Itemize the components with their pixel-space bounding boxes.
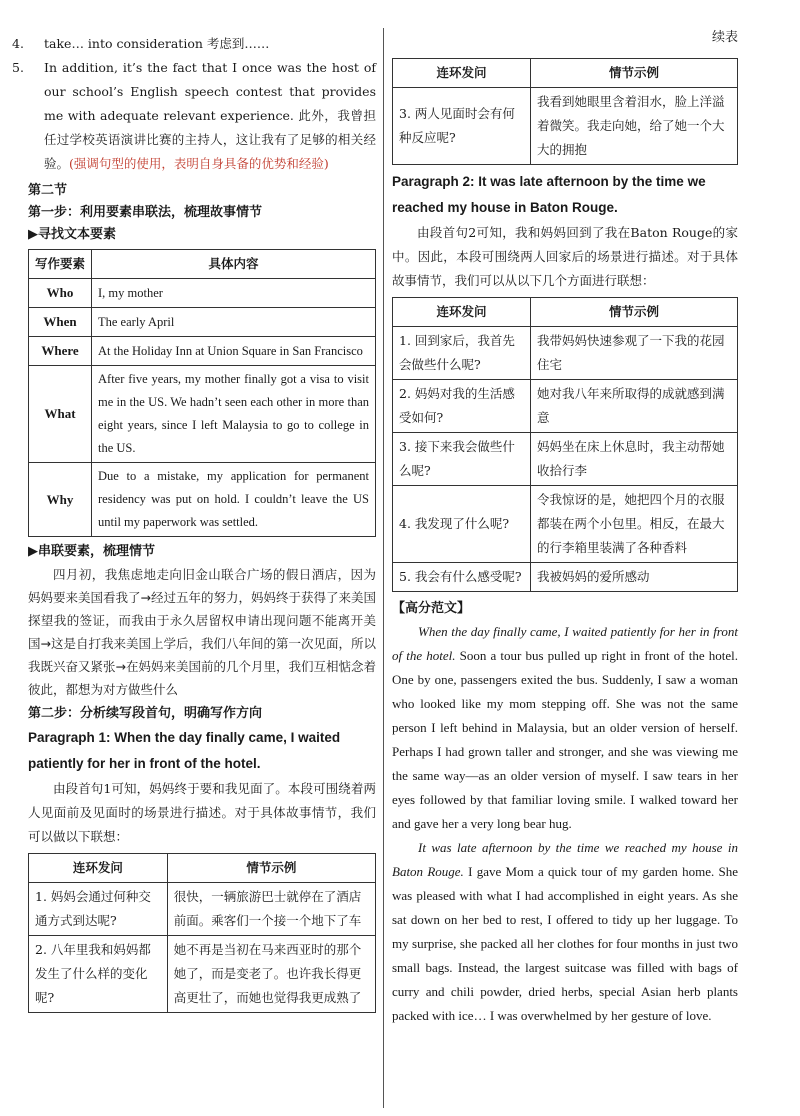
- link-elements-heading: ▶串联要素，梳理情节: [28, 544, 155, 559]
- paragraph1-analysis: 由段首句1可知，妈妈终于要和我见面了。本段可围绕着两人见面前及见面时的场景进行描述。对于具体故事情节，我们可以做以下联想：: [28, 781, 376, 844]
- chain-header-question: 连环发问: [393, 59, 531, 88]
- table-row: 3. 接下来我会做些什么呢? 妈妈坐在床上休息时，我主动帮她收拾行李: [393, 433, 738, 486]
- table-row: What After five years, my mother finally got a visa to visit me in the US. We hadn’t seen each other in more than eight years, since I left Malaysia to go to college in the US.: [29, 366, 376, 463]
- step2-heading: 第二步：分析续写段首句，明确写作方向: [28, 706, 263, 721]
- table-row: 5. 我会有什么感受呢? 我被妈妈的爱所感动: [393, 563, 738, 592]
- vocab-item-4: 4. take… into consideration 考虑到……: [12, 36, 270, 51]
- paragraph1-opening: Paragraph 1: When the day finally came, I waited patiently for her in front of the hotel.: [28, 730, 341, 771]
- chain-header-example: 情节示例: [531, 298, 738, 327]
- model-essay-paragraph-2: It was late afternoon by the time we reached my house in Baton Rouge. I gave Mom a quick tour of my garden home. She was pleased with what I had accomplished in eight years. As she sat down on her bed to rest, I offered to tidy up her luggage. To my surprise, she packed all her clothes for four months in just two small bags. Instead, the largest suitcase was filled with bags of curry and chili powder, dried herbs, special Asian herb plants packed with ice… I was overwhelmed by her gesture of love.: [392, 840, 739, 1023]
- table-row: 1. 妈妈会通过何种交通方式到达呢? 很快，一辆旅游巴士就停在了酒店前面。乘客们一个接一个地下了车: [29, 883, 376, 936]
- writing-elements-table: [28, 249, 376, 537]
- left-column: [12, 0, 376, 1013]
- item5-note: (强调句型的使用，表明自身具备的优势和经验): [69, 156, 329, 171]
- table-row: When The early April: [29, 308, 376, 337]
- chain-header-example: 情节示例: [531, 59, 738, 88]
- table-row: 1. 回到家后，我首先会做些什么呢? 我带妈妈快速参观了一下我的花园住宅: [393, 327, 738, 380]
- question-chain-table-1: [28, 853, 376, 1013]
- chain-header-question: 连环发问: [29, 854, 168, 883]
- continued-label: 续表: [711, 30, 738, 45]
- plot-summary: 四月初，我焦虑地走向旧金山联合广场的假日酒店，因为妈妈要来美国看我了→经过五年的努力，妈妈终于获得了来美国探望我的签证，而我由于永久居留权申请出现问题不能离开美国→这是自打我来美国上学后，我们八年间的第一次见面，所以我既兴奋又紧张→在妈妈来美国前的几个月里，我们互相惦念着彼此，都想为对方做些什么: [28, 567, 376, 697]
- question-chain-table-continued: [392, 58, 738, 165]
- table-row: Why Due to a mistake, my application for permanent residency was put on hold. I couldn’t leave the US until my paperwork was settled.: [29, 463, 376, 537]
- elements-header-value: 具体内容: [92, 250, 376, 279]
- model-essay-heading: 【高分范文】: [392, 601, 471, 616]
- chain-header-example: 情节示例: [167, 854, 375, 883]
- model-essay-paragraph-1: When the day finally came, I waited patiently for her in front of the hotel. Soon a tour bus pulled up right in front of the hotel. One by one, passengers exited the bus. Suddenly, I saw a woman who looked like my mom stepping off. She was not the same person I left behind in Malaysia, but an older version of herself. Perhaps I had grown taller and stronger, and she was viewing me the same way—as an older version of myself. I saw tears in her eyes followed by that familiar loving smile. I walked toward her and gave her a very long bear hug.: [392, 624, 738, 831]
- table-row: 2. 八年里我和妈妈都发生了什么样的变化呢? 她不再是当初在马来西亚时的那个她了，而是变老了。也许我长得更高更壮了，而她也觉得我更成熟了: [29, 936, 376, 1013]
- table-row: 4. 我发现了什么呢? 令我惊讶的是，她把四个月的衣服都装在两个小包里。相反，在最大的行李箱里装满了各种香料: [393, 486, 738, 563]
- paragraph2-analysis: 由段首句2可知，我和妈妈回到了我在Baton Rouge的家中。因此，本段可围绕两人回家后的场景进行描述。对于具体故事情节，我们可以从以下几个方面进行联想：: [392, 225, 738, 288]
- chain-header-question: 连环发问: [393, 298, 531, 327]
- step1-heading: 第一步：利用要素串联法，梳理故事情节: [28, 205, 263, 220]
- question-chain-table-2: [392, 297, 738, 592]
- column-divider: [383, 28, 384, 1108]
- paragraph2-opening: Paragraph 2: It was late afternoon by the time we reached my house in Baton Rouge.: [392, 174, 706, 215]
- section-heading: 第二节: [28, 183, 68, 198]
- find-elements-heading: ▶寻找文本要素: [28, 227, 116, 242]
- table-row: Where At the Holiday Inn at Union Square in San Francisco: [29, 337, 376, 366]
- table-row: 2. 妈妈对我的生活感受如何? 她对我八年来所取得的成就感到满意: [393, 380, 738, 433]
- elements-header-key: 写作要素: [29, 250, 92, 279]
- vocab-item-5: 5. In addition, it’s the fact that I once was the host of our school’s English speech contest that provides me with adequate relevant experience. 此外，我曾担任过学校英语演讲比赛的主持人，这让我有了足够的相关经验。(强调句型的使用，表明自身具备的优势和经验): [12, 60, 376, 171]
- table-row: Who I, my mother: [29, 279, 376, 308]
- table-row: 3. 两人见面时会有何种反应呢? 我看到她眼里含着泪水，脸上洋溢着微笑。我走向她，给了她一个大大的拥抱: [393, 88, 738, 165]
- right-column: [392, 0, 738, 1028]
